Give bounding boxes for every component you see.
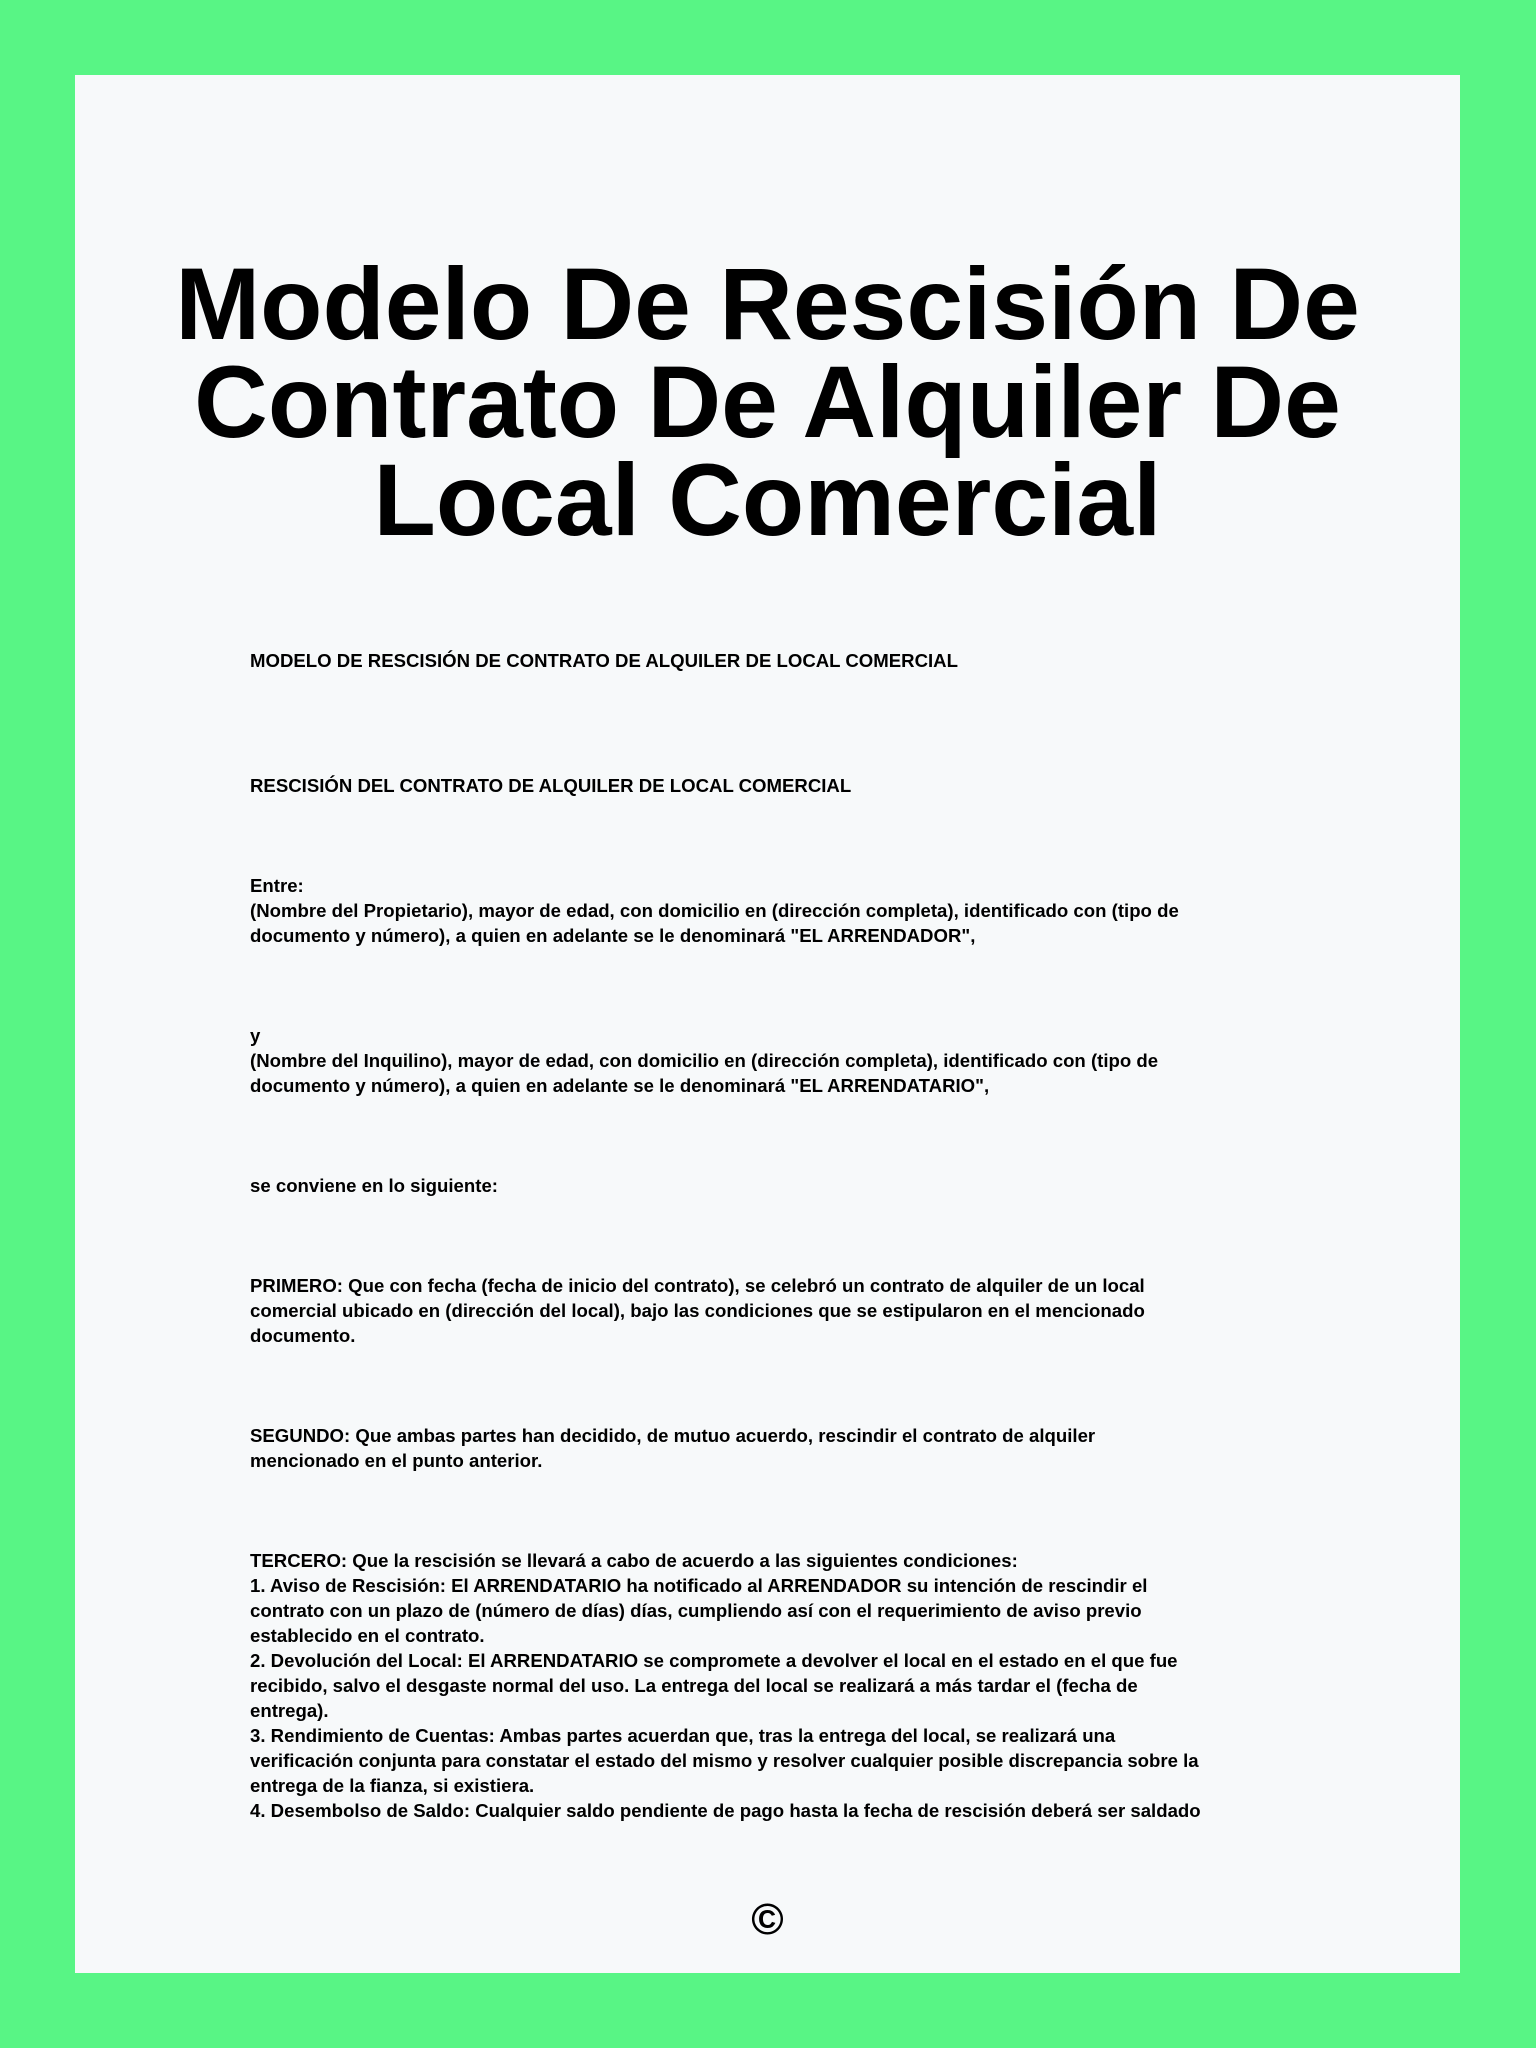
title-line: Contrato De Alquiler De	[194, 345, 1341, 459]
paragraph-y	[250, 1023, 1360, 1098]
text-line: documento y número), a quien en adelante se le denominará "EL ARRENDATARIO",	[250, 1075, 990, 1096]
document-page	[75, 75, 1460, 1973]
text-line: 1. Aviso de Rescisión: El ARRENDATARIO ha notificado al ARRENDADOR su intención de rescindir el	[250, 1575, 1148, 1596]
title-line: Modelo De Rescisión De	[175, 247, 1360, 361]
text-line: (Nombre del Inquilino), mayor de edad, con domicilio en (dirección completa), identificado con (tipo de	[250, 1050, 1159, 1071]
text-line: documento y número), a quien en adelante se le denominará "EL ARRENDADOR",	[250, 925, 976, 946]
text-line: verificación conjunta para constatar el estado del mismo y resolver cualquier posible discrepancia sobre la	[250, 1750, 1199, 1771]
text-line: 3. Rendimiento de Cuentas: Ambas partes acuerdan que, tras la entrega del local, se realizará una	[250, 1725, 1116, 1746]
paragraph-primero	[250, 1273, 1360, 1348]
text-line: 4. Desembolso de Saldo: Cualquier saldo pendiente de pago hasta la fecha de rescisión deberá ser saldado	[250, 1800, 1201, 1821]
document-body	[250, 648, 1360, 1823]
paragraph-conviene: se conviene en lo siguiente:	[250, 1175, 498, 1196]
text-line: contrato con un plazo de (número de días) días, cumpliendo así con el requerimiento de aviso previo	[250, 1600, 1142, 1621]
text-line: Entre:	[250, 875, 304, 896]
text-line: comercial ubicado en (dirección del local), bajo las condiciones que se estipularon en el mencionado	[250, 1300, 1145, 1321]
text-line: establecido en el contrato.	[250, 1625, 485, 1646]
copyright-icon: ©	[751, 1895, 784, 1944]
text-line: mencionado en el punto anterior.	[250, 1450, 543, 1471]
paragraph-entre	[250, 873, 1360, 948]
text-line: entrega de la fianza, si existiera.	[250, 1775, 535, 1796]
doc-heading: MODELO DE RESCISIÓN DE CONTRATO DE ALQUILER DE LOCAL COMERCIAL	[250, 650, 958, 671]
text-line: (Nombre del Propietario), mayor de edad, con domicilio en (dirección completa), identificado con (tipo de	[250, 900, 1179, 921]
text-line: recibido, salvo el desgaste normal del uso. La entrega del local se realizará a más tardar el (fecha de	[250, 1675, 1138, 1696]
page-title	[75, 247, 1460, 557]
text-line: SEGUNDO: Que ambas partes han decidido, de mutuo acuerdo, rescindir el contrato de alquiler	[250, 1425, 1096, 1446]
text-line: 2. Devolución del Local: El ARRENDATARIO se compromete a devolver el local en el estado en el que fue	[250, 1650, 1178, 1671]
title-line: Local Comercial	[373, 443, 1162, 557]
paragraph-tercero	[250, 1548, 1360, 1823]
text-line: entrega).	[250, 1700, 329, 1721]
text-line: documento.	[250, 1325, 356, 1346]
text-line: TERCERO: Que la rescisión se llevará a cabo de acuerdo a las siguientes condiciones:	[250, 1550, 1018, 1571]
doc-subheading: RESCISIÓN DEL CONTRATO DE ALQUILER DE LOCAL COMERCIAL	[250, 775, 852, 796]
text-line: PRIMERO: Que con fecha (fecha de inicio del contrato), se celebró un contrato de alquiler de un local	[250, 1275, 1145, 1296]
paragraph-segundo	[250, 1423, 1360, 1473]
text-line: y	[250, 1025, 261, 1046]
